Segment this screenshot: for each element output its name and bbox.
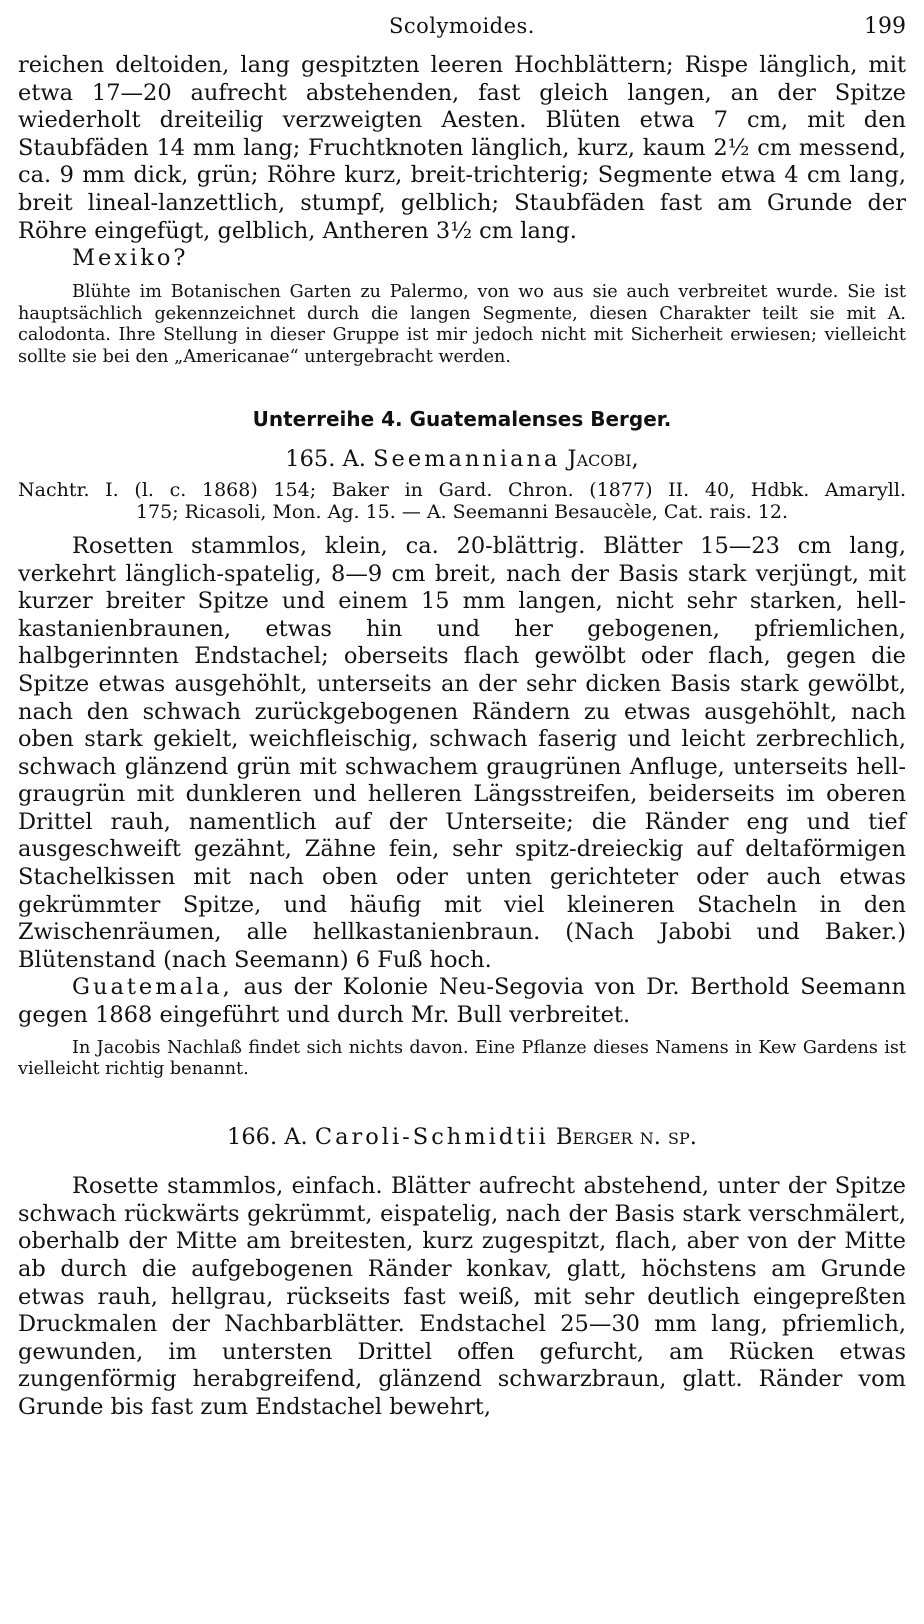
species-165-note: In Jacobis Nachlaß findet sich nichts davon. Eine Pflanze dieses Namens in Kew Gardens ist vielleicht richtig benannt.	[18, 1037, 906, 1080]
species-165-heading	[18, 445, 906, 473]
species-165-origin	[18, 974, 906, 1029]
references-line-1: Nachtr. I. (l. c. 1868) 154; Baker in Gard. Chron. (1877) II. 40, Hdbk. Amaryll.	[18, 478, 906, 501]
species-166-author: Berger n. sp.	[555, 1124, 697, 1151]
page-number: 199	[864, 14, 906, 39]
intro-paragraph: reichen deltoiden, lang gespitzten leeren Hochblättern; Rispe länglich, mit etwa 17—20 aufrecht abstehenden, fast gleich langen, an der Spitze wiederholt dreiteilig verzweigten Aesten. Blüten etwa 7 cm, mit den Staubfäden 14 mm lang; Fruchtknoten länglich, kurz, kaum 2½ cm messend, ca. 9 mm dick, grün; Röhre kurz, breit-trichterig; Segmente etwa 4 cm lang, breit lineal-lanzettlich, stumpf, gelblich; Staubfäden fast am Grunde der Röhre eingefügt, gelblich, Antheren 3½ cm lang.	[18, 52, 906, 244]
book-page	[18, 14, 906, 1422]
references-line-2: 175; Ricasoli, Mon. Ag. 15. — A. Seemanni Besaucèle, Cat. rais. 12.	[135, 500, 789, 523]
species-165-description: Rosetten stammlos, klein, ca. 20-blättrig. Blätter 15—23 cm lang, verkehrt länglich-spatelig, 8—9 cm breit, nach der Basis stark verjüngt, mit kurzer breiter Spitze und einem 15 mm langen, nicht sehr starken, hell-kastanienbraunen, etwas hin und her gebogenen, pfriemlichen, halbgerinnten Endstachel; oberseits flach gewölbt oder flach, gegen die Spitze etwas ausgehöhlt, unterseits an der sehr dicken Basis stark gewölbt, nach den schwach zurückgebogenen Rändern zu etwas ausgehöhlt, nach oben stark gekielt, weichfleischig, schwach faserig und leicht zerbrechlich, schwach glänzend grün mit schwachem graugrünen Anfluge, unterseits hell-graugrün mit dunkleren und helleren Längsstreifen, beiderseits im oberen Drittel rauh, namentlich auf der Unterseite; die Ränder eng und tief ausgeschweift gezähnt, Zähne fein, sehr spitz-dreieckig auf deltaförmigen Stachelkissen mit nach oben oder unten gerichteter oder auch etwas gekrümmter Spitze, und häufig mit viel kleineren Stacheln in den Zwischenräumen, alle hellkastanienbraun. (Nach Jabobi und Baker.) Blütenstand (nach Seemann) 6 Fuß hoch.	[18, 532, 906, 973]
species-165-references	[18, 479, 906, 523]
species-166-name: Caroli-Schmidtii	[314, 1124, 549, 1151]
species-165-number: 165. A.	[285, 445, 366, 472]
species-166-number: 166. A.	[227, 1124, 308, 1151]
species-166-description: Rosette stammlos, einfach. Blätter aufrecht abstehend, unter der Spitze schwach rückwärts gekrümmt, eispatelig, nach der Basis stark verschmälert, oberhalb der Mitte am breitesten, kurz zugespitzt, flach, aber von der Mitte ab durch die aufgebogenen Ränder konkav, glatt, höchstens am Grunde etwas rauh, hellgrau, rückseits fast weiß, mit sehr deutlich eingepreßten Druckmalen der Nachbarblätter. Endstachel 25—30 mm lang, pfriemlich, gewunden, im untersten Drittel offen gefurcht, am Rücken etwas zungenförmig herabgreifend, glänzend schwarzbraun, glatt. Ränder vom Grunde bis fast zum Endstachel bewehrt,	[18, 1173, 906, 1420]
page-header	[18, 14, 906, 46]
subseries-heading: Unterreihe 4. Guatemalenses Berger.	[252, 406, 672, 431]
origin-details: aus der Kolonie Neu-Segovia von Dr. Berthold Seemann gegen 1868 eingeführt und durch Mr. Bull verbreitet.	[18, 974, 906, 1029]
origin-place: Guatemala,	[72, 974, 233, 1001]
species-166-heading	[18, 1123, 906, 1151]
intro-origin: Mexiko?	[72, 245, 189, 272]
running-title: Scolymoides.	[389, 14, 535, 38]
species-165-author: Jacobi,	[567, 445, 639, 472]
species-165-name: Seemanniana	[373, 445, 561, 472]
intro-note: Blühte im Botanischen Garten zu Palermo, von wo aus sie auch verbreitet wurde. Sie ist hauptsächlich gekennzeichnet durch die langen Segmente, diesen Charakter teilt sie mit A. calodonta. Ihre Stellung in dieser Gruppe ist mir jedoch nicht mit Sicherheit erwiesen; vielleicht sollte sie bei den „Americanae“ untergebracht werden.	[18, 281, 906, 368]
